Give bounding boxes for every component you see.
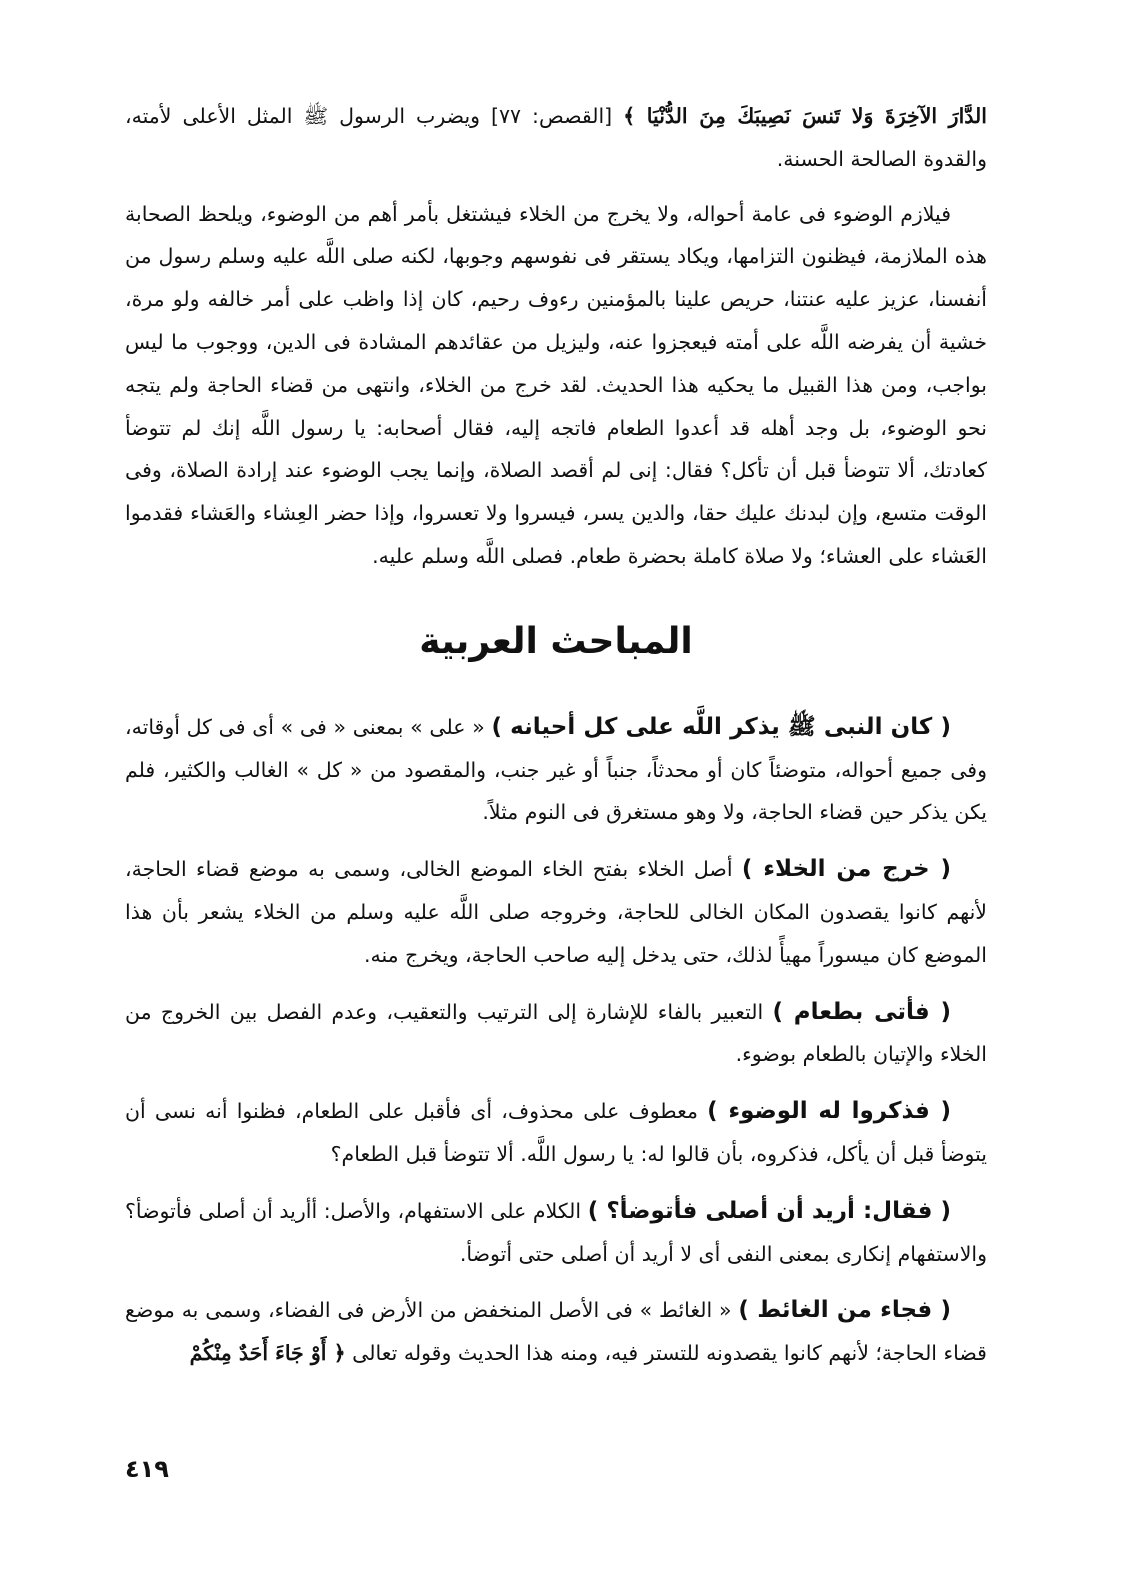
entry-2 [125,848,987,976]
intro-paragraph [125,95,987,181]
entry-text: معطوف على محذوف، أى فأقبل على الطعام، فظنوا أنه نسى أن يتوضأ قبل أن يأكل، فذكروه، بأن قالوا له: يا رسول اللَّه. ألا تتوضأ قبل الطعام؟ [125,1099,987,1166]
entry-3 [125,991,987,1077]
entry-text: « الغائط » فى الأصل المنخفض من الأرض فى الفضاء، وسمى به موضع قضاء الحاجة؛ لأنهم كانوا يقصدونه للتستر فيه، ومنه هذا الحديث وقوله تعالى [125,1298,987,1366]
section-title: المباحث العربية [419,620,693,662]
entry-5 [125,1190,987,1276]
quran-verse: الدَّارَ الآخِرَةَ وَلا تَنسَ نَصِيبَكَ مِنَ الدُّنْيَا ﴾ [623,104,987,128]
entry-heading: ( فجاء من الغائط ) [738,1297,951,1324]
entry-text: « على » بمعنى « فى » أى فى كل أوقاته، وفى جميع أحواله، متوضئاً كان أو محدثاً، جنباً أو غير جنب، والمقصود من « كل » الغالب والكثير، فلم يكن يذكر حين قضاء الحاجة، ولا وهو مستغرق فى النوم مثلاً. [125,714,987,825]
entry-text: التعبير بالفاء للإشارة إلى الترتيب والتعقيب، وعدم الفصل بين الخروج من الخلاء والإتيان بالطعام بوضوء. [125,999,987,1067]
document-page [125,95,987,1515]
entry-heading: ( فذكروا له الوضوء ) [707,1098,951,1125]
entry-heading: ( فأتى بطعام ) [772,998,951,1025]
page-number: ٤١٩ [125,1455,169,1483]
entry-text: الكلام على الاستفهام، والأصل: أأريد أن أصلى فأتوضأ؟ والاستفهام إنكارى بمعنى النفى أى لا أريد أن أصلى حتى أتوضأ. [125,1198,987,1266]
quran-verse: ﴿ أَوْ جَاءَ أَحَدٌ مِنْكُمْ [189,1341,346,1366]
entry-heading: ( فقال: أريد أن أصلى فأتوضأ؟ ) [587,1197,951,1224]
entry-heading: ( كان النبى ﷺ يذكر اللَّه على كل أحيانه ) [491,713,951,740]
intro-text: [القصص: ٧٧] ويضرب الرسول ﷺ المثل الأعلى لأمته، والقدوة الصالحة الحسنة. [125,104,987,171]
entry-heading: ( خرج من الخلاء ) [741,856,951,883]
body-paragraph: فيلازم الوضوء فى عامة أحواله، ولا يخرج من الخلاء فيشتغل بأمر أهم من الوضوء، ويلحظ الصحابة هذه الملازمة، فيظنون التزامها، ويكاد يستقر فى نفوسهم وجوبها، لكنه صلى اللَّه عليه وسلم رسول من أنفسنا، عزيز عليه عنتنا، حريص علينا بالمؤمنين رءوف رحيم، كان إذا واظب على أمر خالفه ولو مرة، خشية أن يفرضه اللَّه على أمته فيعجزوا عنه، وليزيل من عقائدهم المشادة فى الدين، ووجوب ما ليس بواجب، ومن هذا القبيل ما يحكيه هذا الحديث. لقد خرج من الخلاء، وانتهى من قضاء الحاجة ولم يتجه نحو الوضوء، بل وجد أهله قد أعدوا الطعام فاتجه إليه، فقال أصحابه: يا رسول اللَّه إنك لم تتوضأ كعادتك، ألا تتوضأ قبل أن تأكل؟ فقال: إنى لم أقصد الصلاة، وإنما يجب الوضوء عند إرادة الصلاة، وفى الوقت متسع، وإن لبدنك عليك حقا، والدين يسر، فيسروا ولا تعسروا، وإذا حضر العِشاء والعَشاء فقدموا العَشاء على العشاء؛ ولا صلاة كاملة بحضرة طعام. فصلى اللَّه وسلم عليه. [125,201,987,568]
entry-4 [125,1090,987,1176]
entry-6 [125,1289,987,1375]
entry-text: أصل الخلاء بفتح الخاء الموضع الخالى، وسمى به موضع قضاء الحاجة، لأنهم كانوا يقصدون المكان الخالى للحاجة، وخروجه صلى اللَّه عليه وسلم من الخلاء يشعر بأن هذا الموضع كان ميسوراً مهيأً لذلك، حتى يدخل إليه صاحب الحاجة، ويخرج منه. [125,857,987,967]
entry-1 [125,706,987,834]
